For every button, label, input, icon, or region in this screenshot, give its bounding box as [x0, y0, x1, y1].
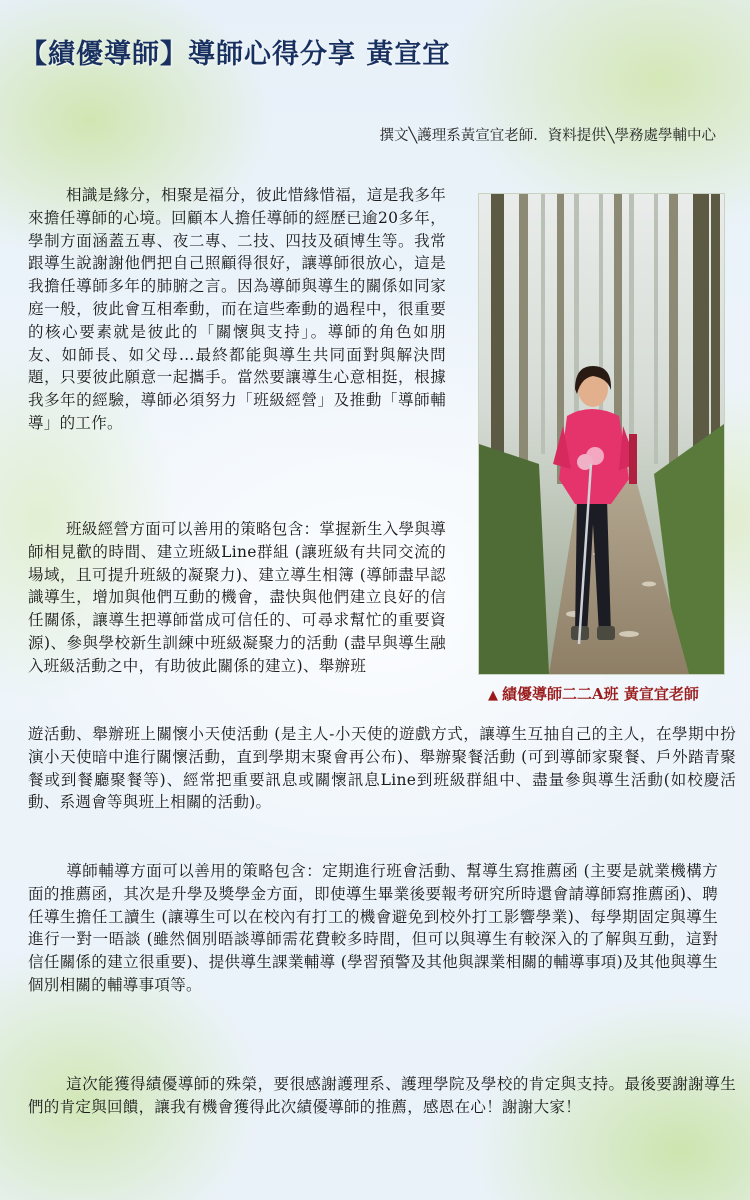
article-paragraph-4 — [28, 1073, 736, 1119]
triangle-marker-icon: ▲ — [488, 688, 498, 703]
article-paragraph-2 — [28, 518, 446, 678]
paragraph-2-text-part-2: 遊活動、舉辦班上關懷小天使活動 (是主人-小天使的遊戲方式，讓導生互抽自己的主人，在學期中扮演小天使暗中進行關懷活動，直到學期末聚會再公布)、舉辦聚餐活動 (可到導師家聚餐、戶外踏青聚餐或到餐廳聚餐等)、經常把重要訊息或關懷訊息Line到班級群組中、盡量參與導生活動(如校慶活動、系週會等與班上相關的活動)。 — [28, 725, 736, 812]
author-byline: 撰文╲護理系黃宣宜老師．資料提供╲學務處學輔中心 — [379, 128, 716, 144]
photo-caption-text: 績優導師二二A班 黃宣宜老師 — [502, 685, 699, 703]
article-paragraph-1 — [28, 184, 446, 435]
article-paragraph-2-continued — [28, 723, 736, 814]
page-title: 【績優導師】導師心得分享 黃宣宜 — [20, 39, 451, 70]
teacher-photo — [478, 193, 725, 675]
article-paragraph-3 — [28, 860, 718, 997]
paragraph-4-text: 這次能獲得績優導師的殊榮，要很感謝護理系、護理學院及學校的肯定與支持。最後要謝謝導生們的肯定與回饋，讓我有機會獲得此次績優導師的推薦，感恩在心！謝謝大家！ — [28, 1075, 736, 1116]
paragraph-1-text: 相識是緣分，相聚是福分，彼此惜緣惜福，這是我多年來擔任導師的心境。回顧本人擔任導師的經歷已逾20多年，學制方面涵蓋五專、夜二專、二技、四技及碩博生等。我常跟導生說謝謝他們把自己照顧得很好，讓導師很放心，這是我擔任導師多年的肺腑之言。因為導師與導生的關係如同家庭一般，彼此會互相牽動，而在這些牽動的過程中，很重要的核心要素就是彼此的「關懷與支持」。導師的角色如朋友、如師長、如父母…最終都能與導生共同面對與解決問題，只要彼此願意一起攜手。當然要讓導生心意相挺，根據我多年的經驗，導師必須努力「班級經營」及推動「導師輔導」的工作。 — [28, 186, 446, 432]
paragraph-3-text: 導師輔導方面可以善用的策略包含：定期進行班會活動、幫導生寫推薦函 (主要是就業機構方面的推薦函，其次是升學及獎學金方面，即使導生畢業後要報考研究所時還會請導師寫推薦函)、聘任導生擔任工讀生 (讓導生可以在校內有打工的機會避免到校外打工影響學業)、每學期固定與導生進行一對一晤談 (雖然個別晤談導師需花費較多時間，但可以與導生有較深入的了解與互動，這對信任關係的建立很重要)、提供導生課業輔導 (學習預警及其他與課業相關的輔導事項)及其他與導生個別相關的輔導事項等。 — [28, 862, 718, 994]
photo-caption — [488, 683, 699, 704]
paragraph-2-text-part-1: 班級經營方面可以善用的策略包含：掌握新生入學與導師相見歡的時間、建立班級Line群組 (讓班級有共同交流的場域，且可提升班級的凝聚力)、建立導生相簿 (導師盡早認識導生，增加與他們互動的機會，盡快與他們建立良好的信任關係，讓導生把導師當成可信任的、可尋求幫忙的重要資源)、參與學校新生訓練中班級凝聚力的活動 (盡早與導生融入班級活動之中，有助彼此關係的建立)、舉辦班 — [28, 520, 446, 675]
